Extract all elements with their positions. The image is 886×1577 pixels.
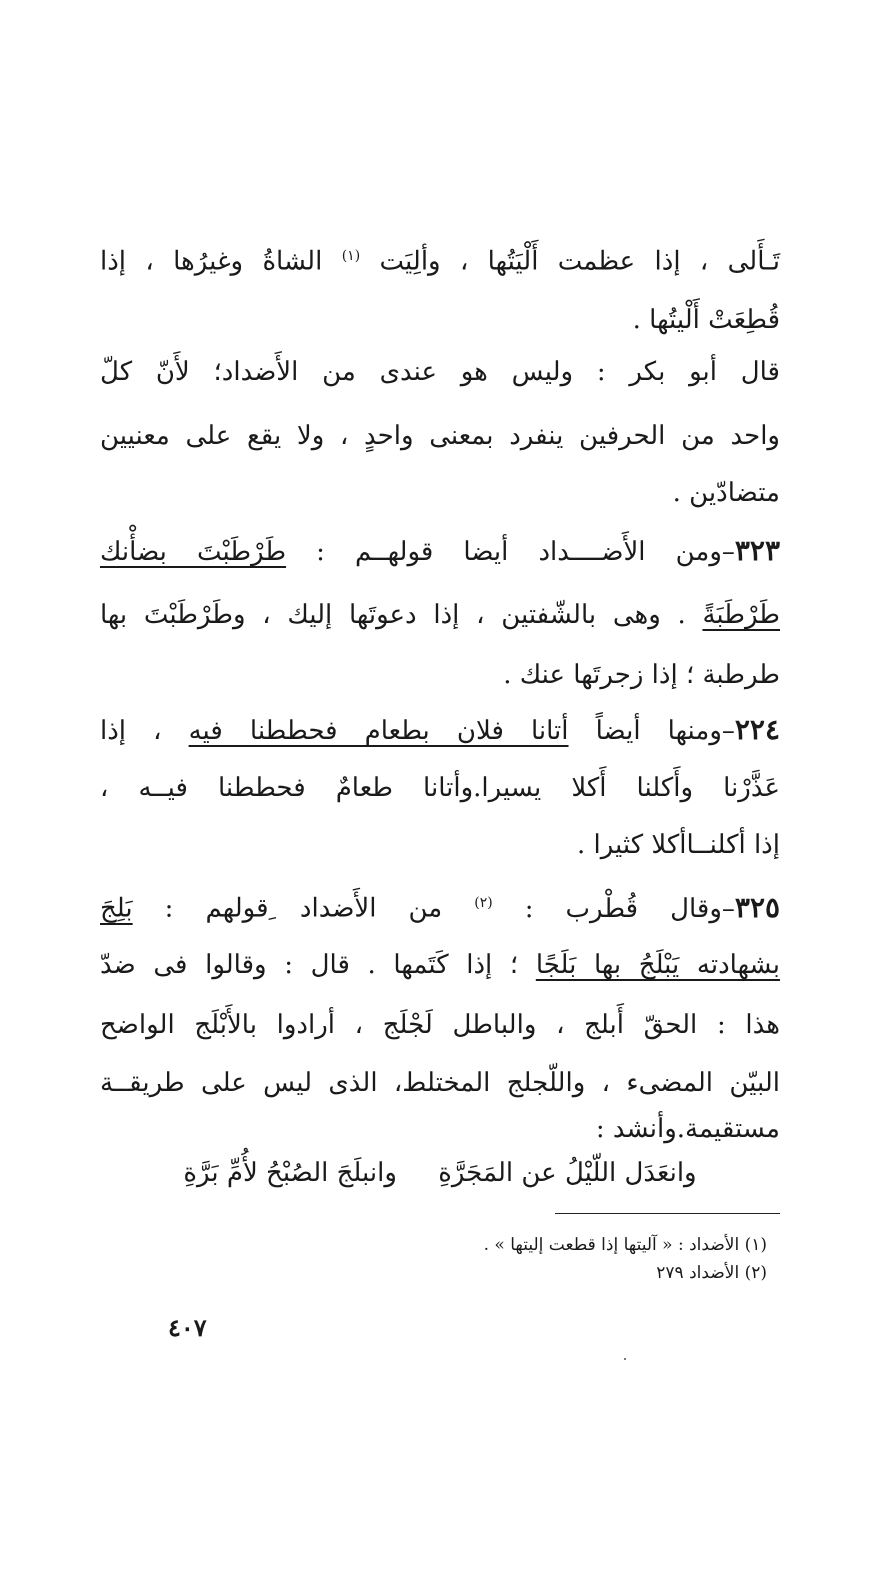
footnote-1: (١) الأضداد : « آليتها إذا قطعت إليتها » . [483,1235,767,1255]
entry-325-line-1: ٣٢٥–وقال قُطْرب : $^{(٢)}$ من الأَضداد ِقولهم : بَلِجَ [100,890,781,924]
specks [624,1358,626,1360]
entry-325-line-4: البيّن المضىء ، واللّجلج المختلط، الذى ليس على طريقــة [100,1068,780,1098]
text-line-1: تَـأَلى ، إذا عظمت أَلْيَتُها ، وألِيَت $^{(١)}$ الشاةُ وغيرُها ، إذا [100,246,781,277]
footnote-separator [555,1213,780,1214]
entry-323-line-3: طرطبة ؛ إذا زجرتَها عنك . [503,660,780,690]
poem-verse: وانعَدَل اللّيْلُ عن المَجَرَّةِ وانبلَجَ الصُبْحُ لأُمِّ بَرَّةِ [183,1158,697,1188]
quoted-phrase: طَرْطَبَةً [702,600,780,630]
entry-325-line-3: هذا : الحقّ أَبلج ، والباطل لَجْلَج ، أرادوا بالأَبْلَج الواضح [100,1010,780,1040]
entry-323-line-2: طَرْطَبَةً . وهى بالشّفتين ، إذا دعوتَها إليك ، وطَرْطَبْتَ بها [100,600,780,630]
entry-325-line-5: مستقيمة.وأنشد : [595,1114,780,1144]
quoted-phrase: بشهادته يَبْلَجُ بها بَلَجًا [535,950,780,980]
quoted-phrase: طَرْطَبْتَ بضأْنك [100,537,287,567]
entry-324-line-1: ٢٢٤–ومنها أيضاً أتانا فلان بطعام فحططنا فيه ، إذا [100,713,781,746]
quoted-phrase: أتانا فلان بطعام فحططنا فيه [188,716,569,746]
quoted-phrase: بَلِجَ [100,893,133,924]
text-line-2: قُطِعَتْ أَلْيتُها . [632,305,780,335]
entry-325-line-2: بشهادته يَبْلَجُ بها بَلَجًا ؛ إذا كَتَمها . قال : وقالوا فى ضدّ [100,950,780,980]
footnote-2: (٢) الأضداد ٢٧٩ [656,1263,767,1283]
page-number: ٤٠٧ [168,1313,207,1342]
entry-number-325: ٣٢٥ [734,890,781,924]
footnote-ref-1: (١) [341,248,361,264]
entry-324-line-2: عَذَّرْنا وأَكلنا أَكلا يسيرا.وأتانا طعامٌ فحططنا فيــه ، [100,773,780,803]
entry-number-323: ٣٢٣ [734,534,781,567]
entry-324-line-3: إذا أكلنــاأكلا كثيرا . [576,830,780,860]
footnote-ref-2: (٢) [474,895,493,911]
text-line-3: قال أبو بكر : وليس هو عندى من الأَضداد؛ لأَنّ كلّ [100,357,780,387]
entry-323-line-1: ٣٢٣–ومن الأَضــــداد أيضا قولهــم : طَرْطَبْتَ بضأْنك [100,534,781,567]
text-line-4: واحد من الحرفين ينفرد بمعنى واحدٍ ، ولا يقع على معنيين [100,421,780,451]
entry-number-324: ٢٢٤ [734,713,781,746]
text-line-5: متضادّين . [672,478,780,508]
